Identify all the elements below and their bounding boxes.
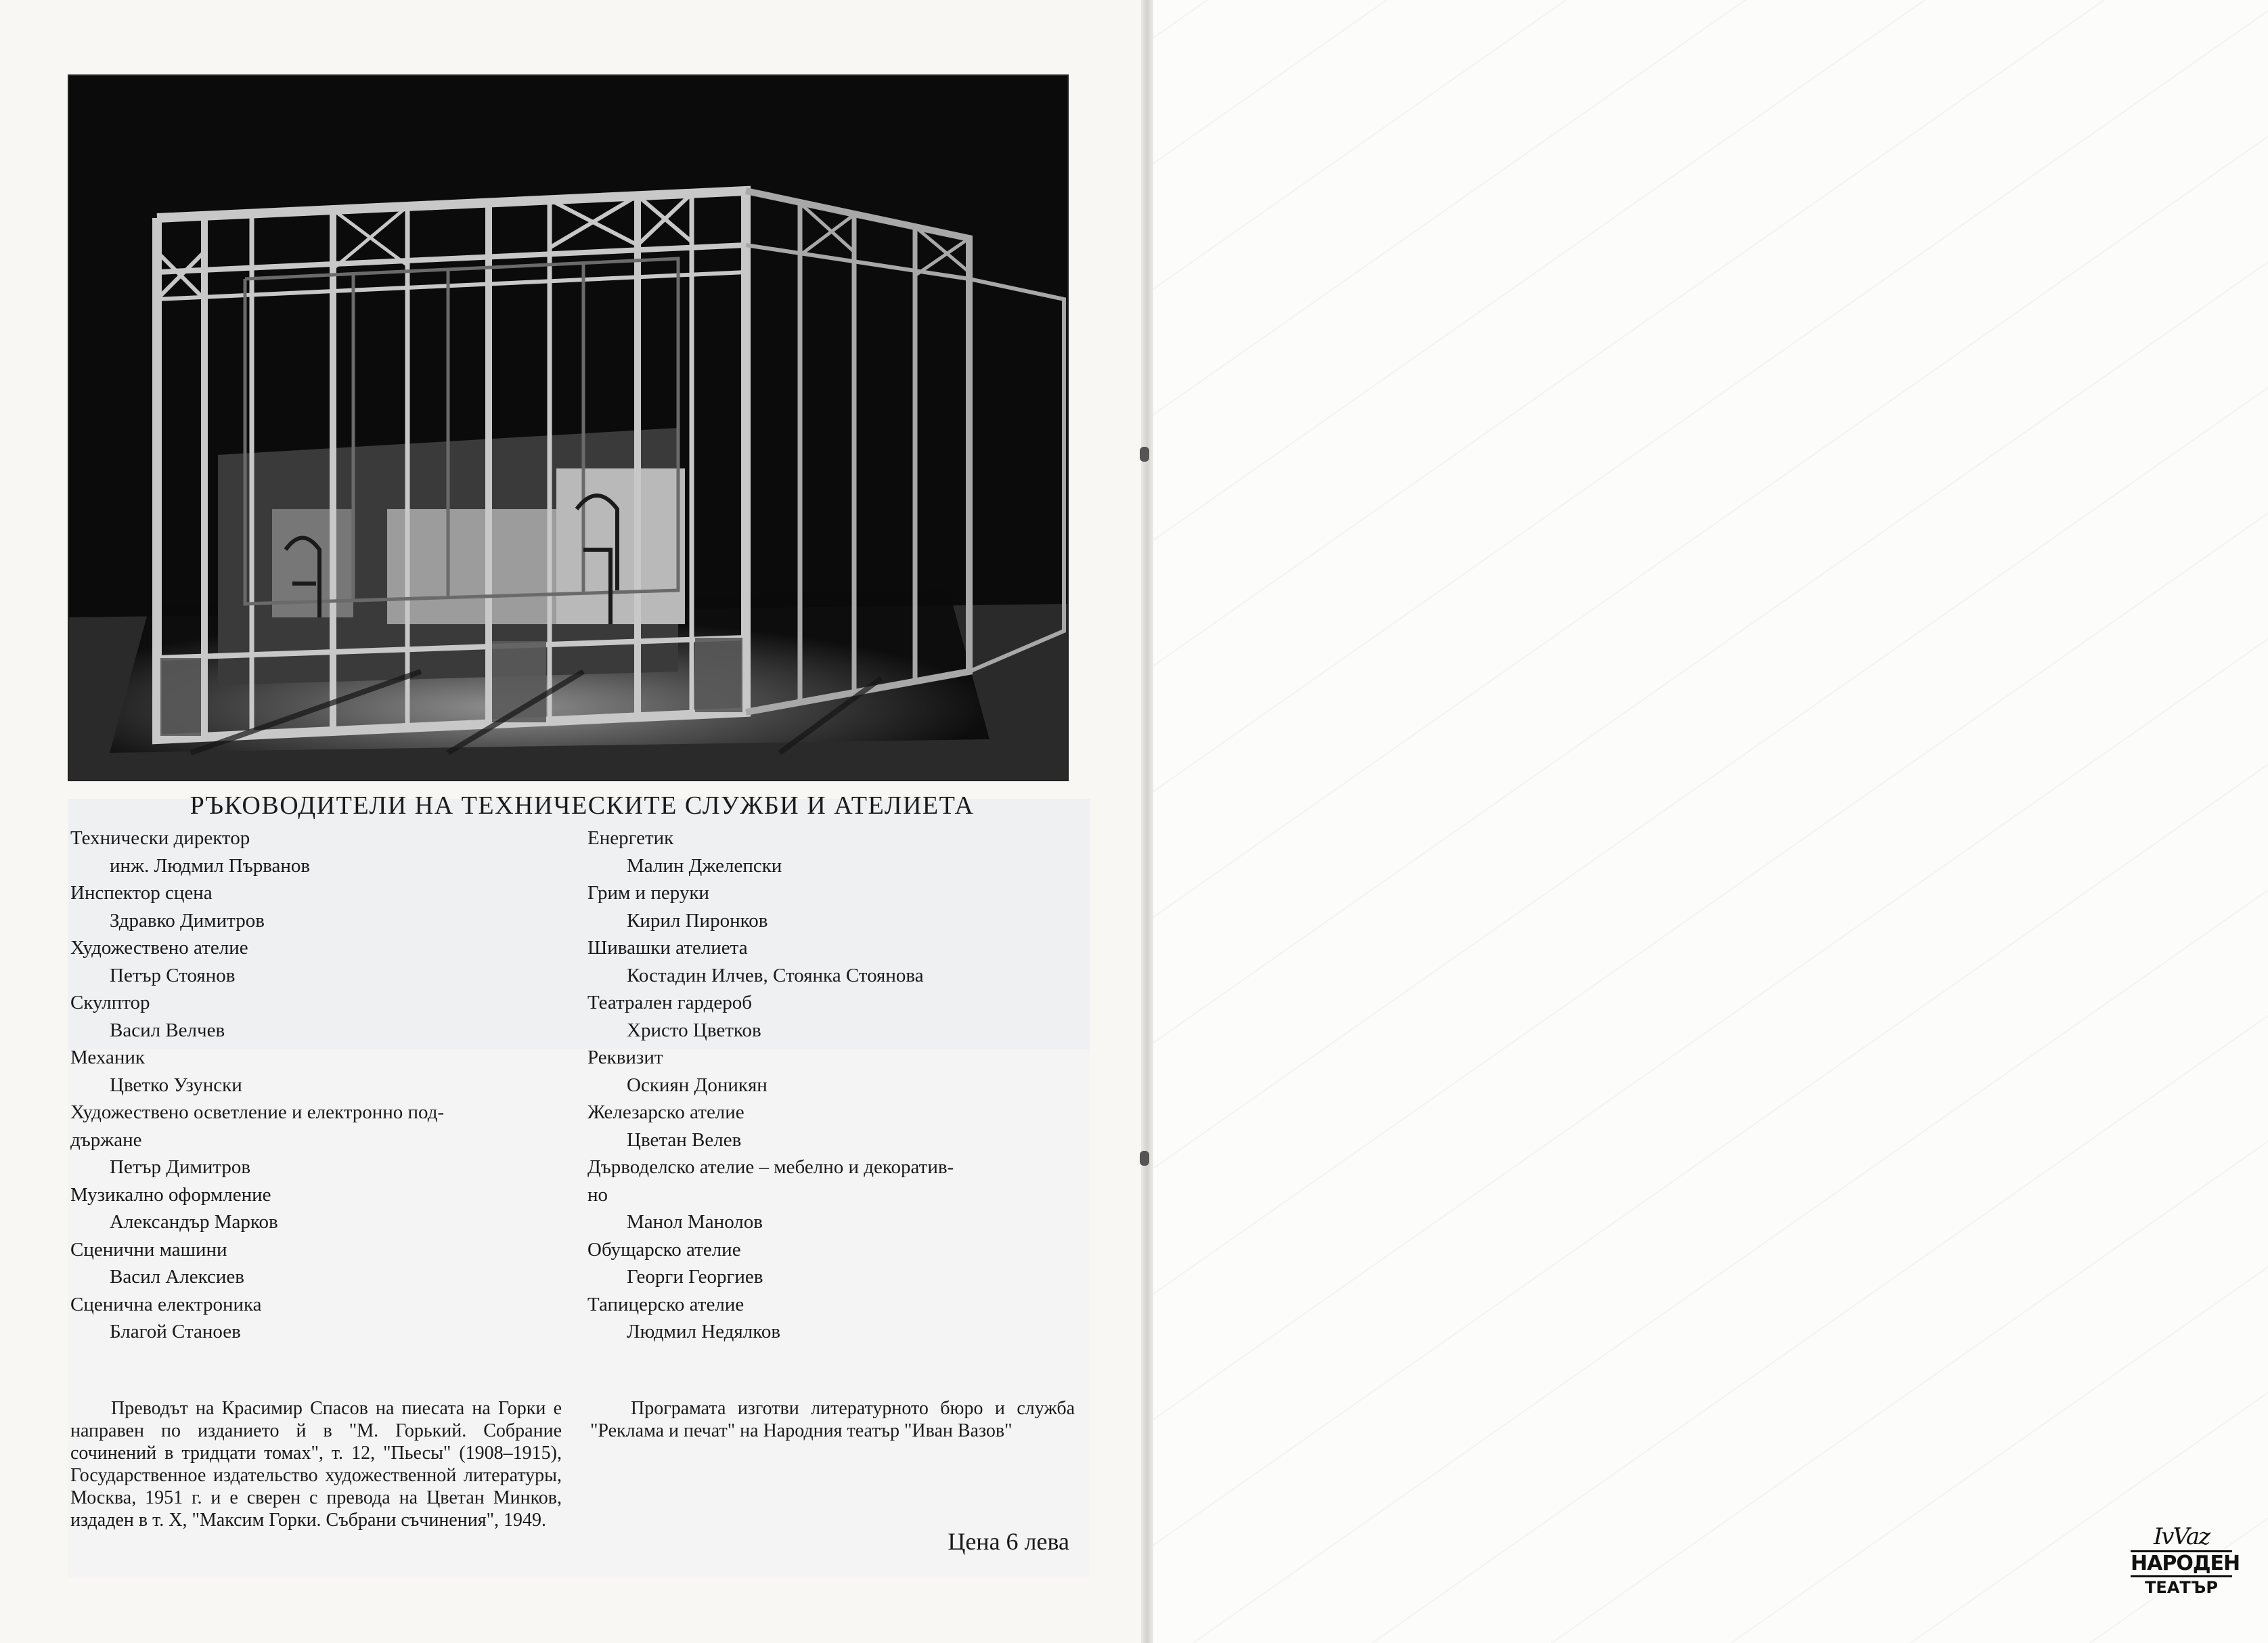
person-name: Цветан Велев bbox=[627, 1129, 742, 1151]
person-name: Благой Станоев bbox=[110, 1321, 241, 1342]
role-label: Дърводелско ателие – мебелно и декоратив- bbox=[587, 1156, 954, 1178]
role-label: Сценични машини bbox=[70, 1238, 227, 1261]
person-name: Христо Цветков bbox=[627, 1019, 761, 1041]
role-label: Инспектор сцена bbox=[70, 882, 213, 904]
role-label: Шивашки ателиета bbox=[587, 937, 748, 959]
person-name: Оскиян Доникян bbox=[627, 1074, 768, 1096]
person-name: Малин Джелепски bbox=[627, 854, 782, 877]
person-name: Васил Велчев bbox=[110, 1019, 225, 1041]
role-label-continued: но bbox=[587, 1183, 608, 1206]
staple-icon bbox=[1140, 1151, 1149, 1166]
staple-icon bbox=[1140, 447, 1149, 462]
role-label: Технически директор bbox=[70, 827, 250, 849]
person-name: Цветко Узунски bbox=[110, 1074, 242, 1096]
role-label: Скулптор bbox=[70, 992, 150, 1013]
program-credits: Програмата изготви литературното бюро и служба "Реклама и печат" на Народния театър "Иван Вазов" bbox=[590, 1398, 1075, 1441]
stage-set-photo bbox=[68, 74, 1069, 781]
role-label: Тапицерско ателие bbox=[587, 1293, 744, 1315]
role-label: Художествено осветление и електронно под- bbox=[70, 1101, 445, 1123]
logo-text-line2: ТЕАТЪР bbox=[2145, 1578, 2218, 1597]
translation-note: Преводът на Красимир Спасов на пиесата на Горки е направен по изданието й в "М. Горький. Собрание сочинений в тридцати томах", т. 12, "Пьесы" (1908–1915), Государственное издательство художественной литературы, Москва, 1951 г. и е сверен с превода на Цветан Минков, издаден в т. X, "Максим Горки. Събрани съчинения", 1949. bbox=[70, 1398, 562, 1531]
person-name: Георги Георгиев bbox=[627, 1266, 763, 1288]
logo-signature: IvVaz bbox=[2153, 1523, 2210, 1550]
person-name: Петър Димитров bbox=[110, 1156, 251, 1178]
book-spine bbox=[1141, 0, 1153, 1643]
role-label: Грим и перуки bbox=[587, 882, 709, 904]
role-label: Механик bbox=[70, 1047, 146, 1068]
person-name: Васил Алексиев bbox=[110, 1266, 244, 1288]
person-name: Здравко Димитров bbox=[110, 909, 265, 932]
logo-text-line1: НАРОДЕН bbox=[2131, 1550, 2232, 1577]
role-label: Реквизит bbox=[587, 1047, 663, 1068]
price-label: Цена 6 лева bbox=[948, 1528, 1069, 1555]
role-label-continued: държане bbox=[70, 1129, 142, 1151]
role-label: Обущарско ателие bbox=[587, 1238, 741, 1261]
role-label: Художествено ателие bbox=[70, 937, 248, 959]
theatre-logo bbox=[2131, 1523, 2240, 1618]
person-name: инж. Людмил Първанов bbox=[110, 854, 311, 877]
person-name: Кирил Пиронков bbox=[627, 909, 768, 932]
person-name: Людмил Недялков bbox=[627, 1321, 781, 1342]
role-label: Музикално оформление bbox=[70, 1183, 271, 1206]
person-name: Петър Стоянов bbox=[110, 964, 236, 986]
page-title: РЪКОВОДИТЕЛИ НА ТЕХНИЧЕСКИТЕ СЛУЖБИ И АТЕЛИЕТА bbox=[190, 791, 975, 820]
role-label: Енергетик bbox=[587, 827, 674, 849]
right-page-blank bbox=[1153, 0, 2268, 1643]
staff-list-right bbox=[587, 825, 1088, 1346]
staff-list-left bbox=[70, 825, 571, 1346]
role-label: Железарско ателие bbox=[587, 1101, 744, 1123]
person-name: Александър Марков bbox=[110, 1211, 278, 1233]
role-label: Театрален гардероб bbox=[587, 992, 752, 1013]
role-label: Сценична електроника bbox=[70, 1293, 262, 1315]
person-name: Манол Манолов bbox=[627, 1211, 763, 1233]
person-name: Костадин Илчев, Стоянка Стоянова bbox=[627, 964, 924, 986]
